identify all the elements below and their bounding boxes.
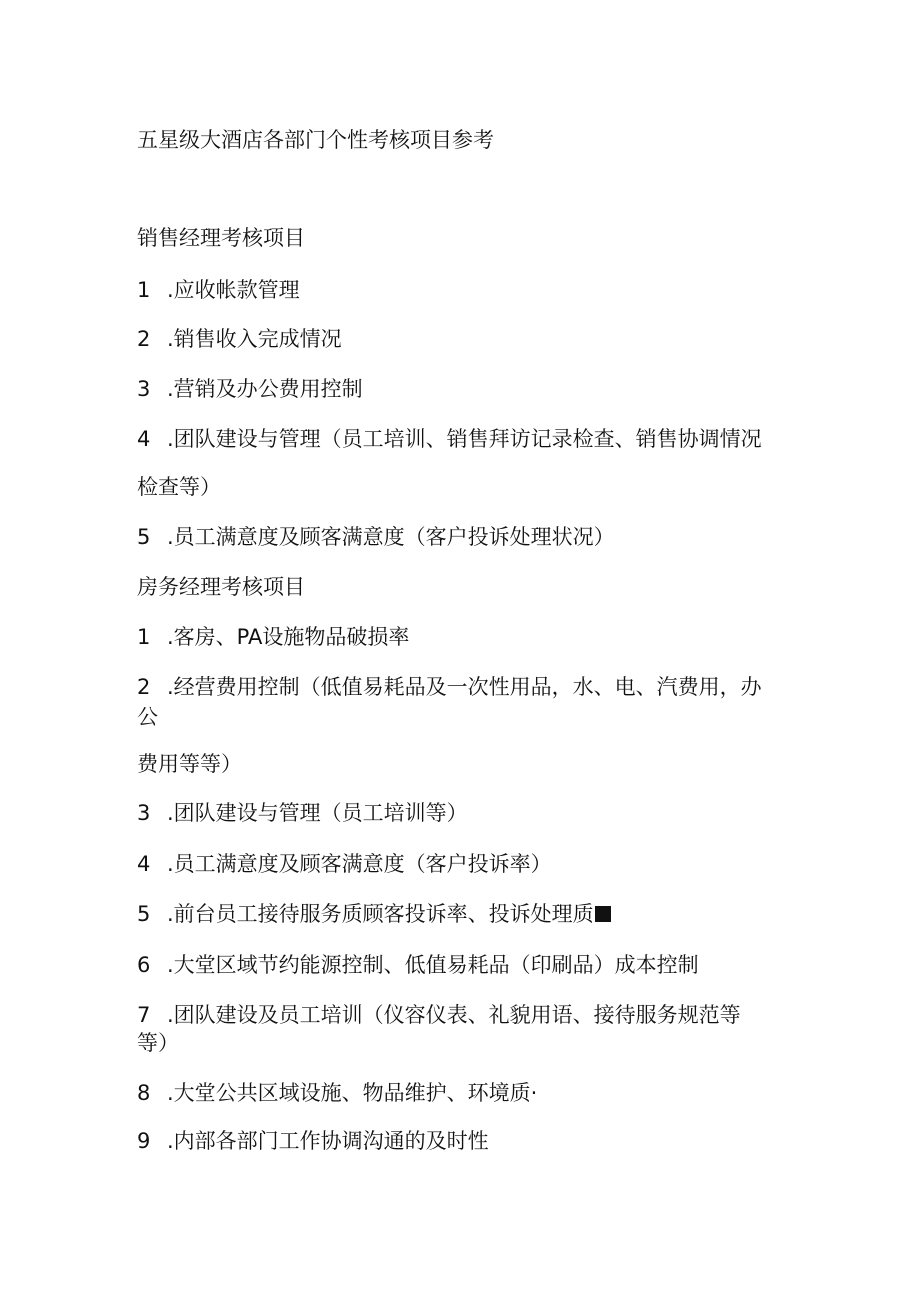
- list-item: [137, 951, 699, 979]
- list-item: [137, 276, 300, 304]
- item-text: .前台员工接待服务质顾客投诉率、投诉处理质: [167, 902, 594, 926]
- item-number: 9: [137, 1129, 151, 1153]
- item-text: .销售收入完成情况: [167, 327, 342, 351]
- item-text: .团队建设与管理（员工培训等）: [167, 801, 468, 825]
- item-number: 5: [137, 902, 151, 926]
- item-number: 3: [137, 377, 151, 401]
- item-number: 3: [137, 801, 151, 825]
- item-text: .团队建设及员工培训（仪容仪表、礼貌用语、接待服务规范等: [167, 1003, 741, 1027]
- list-item-continuation: 检查等）: [137, 475, 221, 499]
- item-text: .客房、PA设施物品破损率: [167, 625, 410, 649]
- item-text: .应收帐款管理: [167, 278, 300, 302]
- item-number: 1: [137, 625, 151, 649]
- item-text: .员工满意度及顾客满意度（客户投诉率）: [167, 852, 552, 876]
- list-item: [137, 1001, 741, 1029]
- list-item-continuation: 等）: [137, 1031, 179, 1055]
- list-item: [137, 850, 552, 878]
- item-number: 4: [137, 852, 151, 876]
- list-item: [137, 673, 762, 701]
- item-text: .员工满意度及顾客满意度（客户投诉处理状况）: [167, 525, 615, 549]
- item-text: .经营费用控制（低值易耗品及一次性用品，水、电、汽费用，办: [167, 675, 762, 699]
- item-number: 7: [137, 1003, 151, 1027]
- list-item: [137, 900, 611, 928]
- list-item: [137, 375, 363, 403]
- item-number: 2: [137, 675, 151, 699]
- list-item-continuation: 费用等等）: [137, 752, 242, 776]
- item-number: 5: [137, 525, 151, 549]
- list-item-continuation: 公: [137, 705, 158, 729]
- item-number: 6: [137, 953, 151, 977]
- list-item: [137, 1127, 489, 1155]
- list-item: [137, 325, 342, 353]
- section-heading-sales: 销售经理考核项目: [137, 226, 305, 250]
- list-item: [137, 425, 762, 453]
- document-title: 五星级大酒店各部门个性考核项目参考: [137, 128, 494, 152]
- section-heading-rooms: 房务经理考核项目: [137, 575, 305, 599]
- list-item: [137, 523, 615, 551]
- redacted-block-icon: [595, 906, 611, 922]
- item-text: .营销及办公费用控制: [167, 377, 363, 401]
- list-item: [137, 799, 468, 827]
- item-text: .大堂区域节约能源控制、低值易耗品（印刷品）成本控制: [167, 953, 699, 977]
- item-number: 4: [137, 427, 151, 451]
- item-text: .大堂公共区域设施、物品维护、环境质·: [167, 1081, 538, 1105]
- item-number: 1: [137, 278, 151, 302]
- list-item: [137, 1079, 537, 1107]
- item-text: .内部各部门工作协调沟通的及时性: [167, 1129, 489, 1153]
- item-number: 2: [137, 327, 151, 351]
- list-item: [137, 623, 409, 651]
- item-text: .团队建设与管理（员工培训、销售拜访记录检查、销售协调情况: [167, 427, 762, 451]
- item-number: 8: [137, 1081, 151, 1105]
